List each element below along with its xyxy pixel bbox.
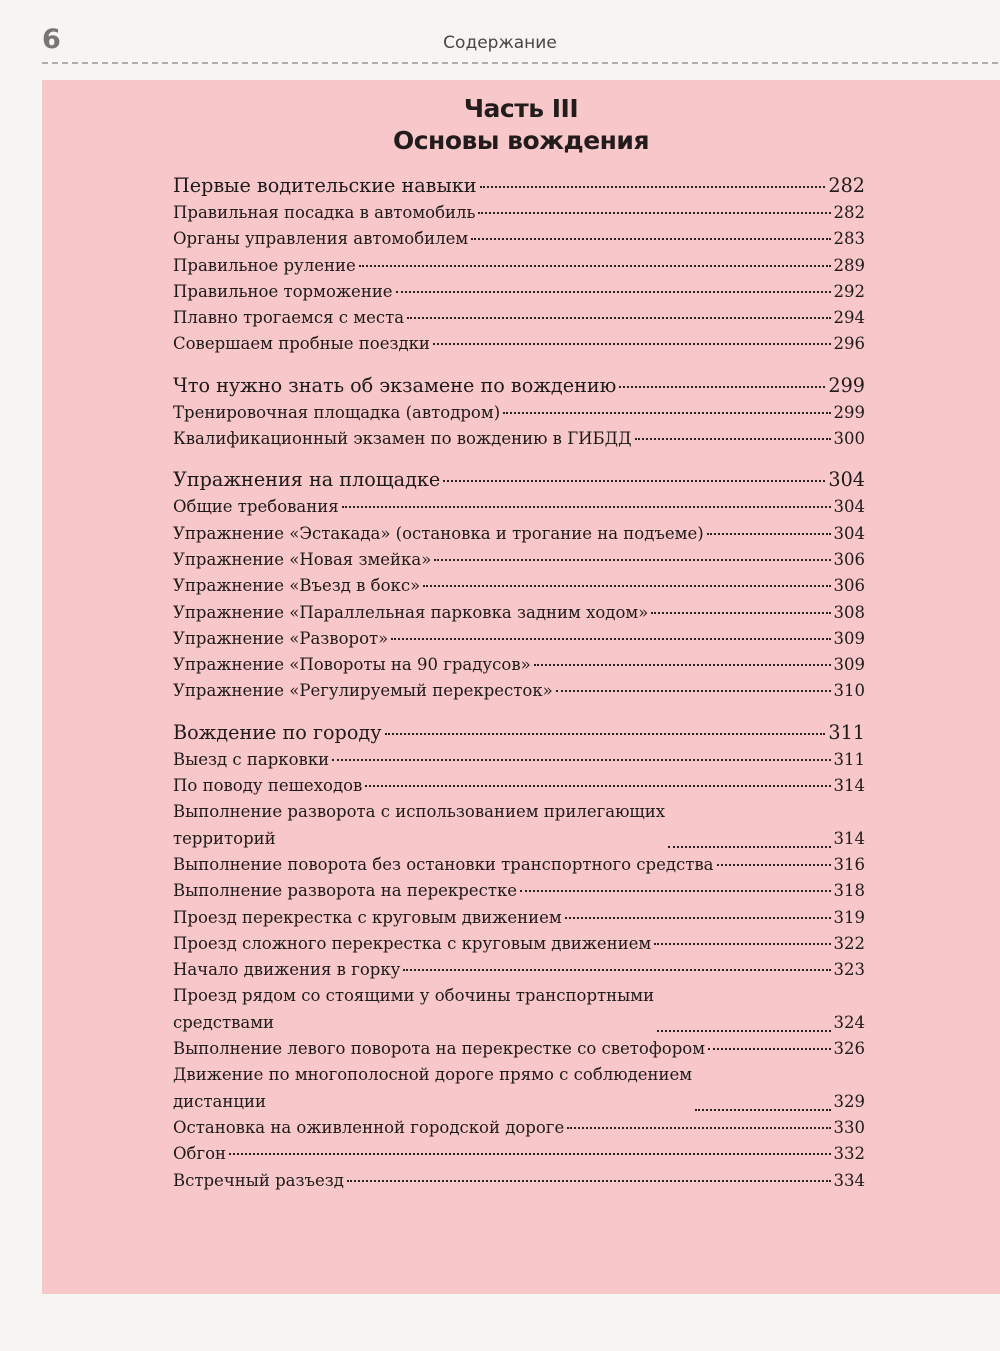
entry-title <box>173 799 665 852</box>
dot-leader <box>478 212 830 214</box>
dot-leader <box>443 480 825 482</box>
entry-title: Встречный разъезд <box>173 1170 344 1190</box>
page-ref: 324 <box>833 1012 865 1032</box>
toc-section <box>173 372 865 453</box>
entry-title: Упражнение «Новая змейка» <box>173 549 432 569</box>
entry-title: Упражнение «Разворот» <box>173 628 389 648</box>
dot-leader <box>347 1180 831 1182</box>
entry-title: Совершаем пробные поездки <box>173 334 430 354</box>
entry-title: Проезд перекрестка с круговым движением <box>173 907 562 927</box>
dot-leader <box>668 846 830 848</box>
page-ref: 314 <box>833 776 865 796</box>
toc-entry[interactable] <box>173 547 865 573</box>
toc-entry[interactable] <box>173 1141 865 1167</box>
dot-leader <box>556 690 831 692</box>
page-ref: 283 <box>833 229 865 249</box>
page-ref: 299 <box>828 373 865 397</box>
page-ref: 309 <box>833 628 865 648</box>
dot-leader <box>471 238 830 240</box>
toc-entry[interactable] <box>173 279 865 305</box>
page-ref: 294 <box>833 308 865 328</box>
page-ref: 282 <box>833 203 865 222</box>
toc-entry[interactable] <box>173 905 865 931</box>
toc-entry[interactable] <box>173 773 865 799</box>
chapter-title: Упражнения на площадке <box>173 468 441 492</box>
page-ref: 282 <box>828 174 865 197</box>
dot-leader <box>565 917 831 919</box>
page-number: 6 <box>42 24 61 55</box>
page-ref: 311 <box>828 720 865 744</box>
toc-chapter-entry[interactable] <box>173 719 865 747</box>
page-ref: 329 <box>833 1091 865 1111</box>
toc-entry[interactable] <box>173 400 865 426</box>
dot-leader <box>365 785 830 787</box>
toc-entry[interactable] <box>173 1062 865 1115</box>
toc-entry[interactable] <box>173 678 865 704</box>
entry-title: Обгон <box>173 1144 227 1164</box>
page-ref: 308 <box>833 602 865 622</box>
toc-entry[interactable] <box>173 983 865 1036</box>
header-divider <box>42 62 998 64</box>
page-ref: 319 <box>833 907 865 927</box>
page-ref: 316 <box>833 854 865 874</box>
toc-entry[interactable] <box>173 600 865 626</box>
dot-leader <box>385 733 826 735</box>
entry-title: Тренировочная площадка (автодром) <box>173 402 501 422</box>
toc-entry[interactable] <box>173 852 865 878</box>
entry-title: По поводу пешеходов <box>173 776 363 796</box>
entry-title: Правильная посадка в автомобиль <box>173 203 476 222</box>
page-ref: 311 <box>833 749 865 769</box>
page-ref: 332 <box>833 1144 865 1164</box>
entry-title: Упражнение «Эстакада» (остановка и трогание на подъеме) <box>173 523 704 543</box>
entry-title: Упражнение «Параллельная парковка задним ходом» <box>173 602 649 622</box>
dot-leader <box>708 1048 830 1050</box>
toc-entry[interactable] <box>173 1036 865 1062</box>
entry-title: Общие требования <box>173 497 339 517</box>
dot-leader <box>695 1109 830 1111</box>
entry-title: Правильное руление <box>173 255 356 275</box>
toc-section <box>173 172 865 358</box>
toc-entry[interactable] <box>173 1115 865 1141</box>
entry-title <box>173 983 654 1036</box>
toc-section <box>173 466 865 704</box>
page-ref: 296 <box>833 334 865 354</box>
dot-leader <box>654 943 830 945</box>
toc-entry[interactable] <box>173 494 865 520</box>
dot-leader <box>619 386 825 388</box>
entry-title: Выезд с парковки <box>173 749 330 769</box>
dot-leader <box>503 412 830 414</box>
toc-chapter-entry[interactable] <box>173 466 865 494</box>
entry-title: Правильное торможение <box>173 281 393 301</box>
page-ref: 323 <box>833 960 865 980</box>
dot-leader <box>423 585 830 587</box>
entry-title-line: дистанции <box>173 1091 266 1111</box>
page-ref: 304 <box>828 468 865 492</box>
dot-leader <box>657 1030 830 1032</box>
toc-entry[interactable] <box>173 305 865 331</box>
toc-entry[interactable] <box>173 226 865 252</box>
dot-leader <box>359 265 831 267</box>
chapter-title: Первые водительские навыки <box>173 174 477 197</box>
page-ref: 292 <box>833 281 865 301</box>
dot-leader <box>520 890 830 892</box>
entry-title-line: Проезд рядом со стоящими у обочины транспортными <box>173 986 655 1006</box>
dot-leader <box>651 612 830 614</box>
page-ref: 322 <box>833 933 865 953</box>
toc-entry[interactable] <box>173 521 865 547</box>
dot-leader <box>707 533 831 535</box>
toc-entry[interactable] <box>173 931 865 957</box>
chapter-title: Вождение по городу <box>173 720 382 744</box>
dot-leader <box>396 291 831 293</box>
entry-title: Выполнение разворота на перекрестке <box>173 881 518 901</box>
dot-leader <box>434 559 830 561</box>
entry-title: Проезд сложного перекрестка с круговым движением <box>173 933 652 953</box>
table-of-contents <box>173 172 865 1208</box>
entry-title-line: Движение по многополосной дороге прямо с соблюдением <box>173 1065 693 1085</box>
dot-leader <box>407 317 830 319</box>
entry-title: Органы управления автомобилем <box>173 229 469 249</box>
entry-title <box>173 1062 692 1115</box>
entry-title: Квалификационный экзамен по вождению в ГИБДД <box>173 429 632 449</box>
running-title: Содержание <box>443 33 557 53</box>
entry-title-line: Выполнение разворота с использованием прилегающих <box>173 802 666 822</box>
toc-chapter-entry[interactable] <box>173 172 865 200</box>
entry-title: Остановка на оживленной городской дороге <box>173 1117 565 1137</box>
page-ref: 289 <box>833 255 865 275</box>
entry-title: Плавно трогаемся с места <box>173 308 405 328</box>
toc-chapter-entry[interactable] <box>173 372 865 400</box>
page-ref: 304 <box>833 497 865 517</box>
contents-panel <box>42 80 1000 1294</box>
page-ref: 334 <box>833 1170 865 1190</box>
page-ref: 309 <box>833 655 865 675</box>
page-ref: 314 <box>833 828 865 848</box>
toc-entry[interactable] <box>173 426 865 452</box>
page-ref: 299 <box>833 402 865 422</box>
entry-title: Выполнение поворота без остановки транспортного средства <box>173 854 714 874</box>
page-ref: 310 <box>833 681 865 701</box>
toc-section <box>173 719 865 1194</box>
dot-leader <box>391 638 830 640</box>
dot-leader <box>717 864 831 866</box>
toc-entry[interactable] <box>173 957 865 983</box>
page-ref: 304 <box>833 523 865 543</box>
toc-entry[interactable] <box>173 573 865 599</box>
page-ref: 300 <box>833 429 865 449</box>
entry-title: Начало движения в горку <box>173 960 401 980</box>
page-ref: 306 <box>833 549 865 569</box>
dot-leader <box>332 759 830 761</box>
toc-entry[interactable] <box>173 200 865 226</box>
toc-entry[interactable] <box>173 878 865 904</box>
dot-leader <box>534 664 831 666</box>
page-ref: 326 <box>833 1039 865 1059</box>
chapter-title: Что нужно знать об экзамене по вождению <box>173 373 617 397</box>
toc-entry[interactable] <box>173 1168 865 1194</box>
toc-entry[interactable] <box>173 331 865 357</box>
entry-title-line: территорий <box>173 828 276 848</box>
toc-entry[interactable] <box>173 652 865 678</box>
page-ref: 330 <box>833 1117 865 1137</box>
part-label: Часть III <box>463 94 579 123</box>
dot-leader <box>635 438 831 440</box>
dot-leader <box>403 969 830 971</box>
dot-leader <box>567 1127 830 1129</box>
toc-entry[interactable] <box>173 747 865 773</box>
toc-entry[interactable] <box>173 253 865 279</box>
page-ref: 306 <box>833 576 865 596</box>
part-title: Основы вождения <box>392 126 649 155</box>
entry-title: Выполнение левого поворота на перекрестке со светофором <box>173 1039 706 1059</box>
dot-leader <box>342 506 831 508</box>
entry-title: Упражнение «Въезд в бокс» <box>173 576 421 596</box>
page-ref: 318 <box>833 881 865 901</box>
dot-leader <box>433 343 831 345</box>
entry-title-line: средствами <box>173 1012 275 1032</box>
toc-entry[interactable] <box>173 626 865 652</box>
dot-leader <box>229 1153 830 1155</box>
dot-leader <box>480 186 826 188</box>
entry-title: Упражнение «Регулируемый перекресток» <box>173 681 553 701</box>
toc-entry[interactable] <box>173 799 865 852</box>
entry-title: Упражнение «Повороты на 90 градусов» <box>173 655 531 675</box>
